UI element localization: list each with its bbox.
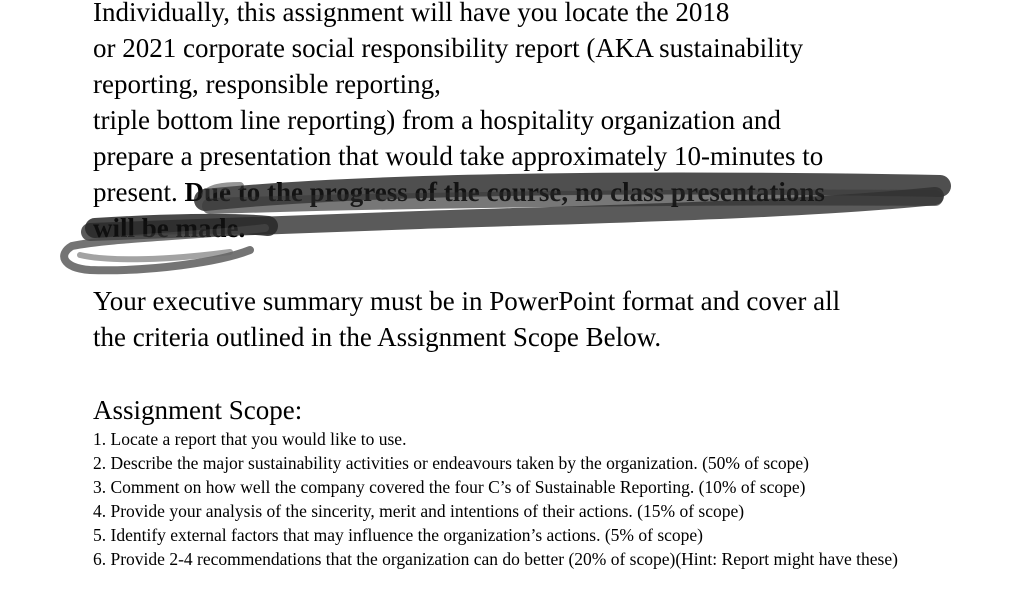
- assignment-intro-paragraph: [93, 0, 825, 246]
- executive-summary-paragraph: [93, 283, 840, 355]
- scope-item: 4. Provide your analysis of the sincerity, merit and intentions of their actions. (15% of scope): [93, 501, 745, 521]
- obscured-sentence-continued: will be made.: [93, 213, 246, 243]
- scope-item: 1. Locate a report that you would like to use.: [93, 429, 407, 449]
- scope-item: 6. Provide 2-4 recommendations that the organization can do better (20% of scope)(Hint: Report might have these): [93, 549, 898, 569]
- scope-list: [93, 427, 973, 571]
- intro-line: present.: [93, 177, 178, 207]
- summary-line: Your executive summary must be in PowerPoint format and cover all: [93, 286, 841, 316]
- scope-item: 2. Describe the major sustainability activities or endeavours taken by the organization. (50% of scope): [93, 453, 809, 473]
- obscured-sentence: Due to the progress of the course, no class presentations: [184, 177, 825, 207]
- summary-line: the criteria outlined in the Assignment Scope Below.: [93, 322, 662, 352]
- scope-item: 5. Identify external factors that may influence the organization’s actions. (5% of scope): [93, 525, 704, 545]
- scope-heading: Assignment Scope:: [93, 395, 303, 425]
- intro-line: prepare a presentation that would take approximately 10-minutes to: [93, 141, 824, 171]
- intro-line: reporting, responsible reporting,: [93, 69, 441, 99]
- intro-line: Individually, this assignment will have you locate the 2018: [93, 0, 730, 27]
- intro-line-with-obscured: [93, 174, 825, 210]
- scope-item: 3. Comment on how well the company covered the four C’s of Sustainable Reporting. (10% of scope): [93, 477, 806, 497]
- intro-line: or 2021 corporate social responsibility report (AKA sustainability: [93, 33, 804, 63]
- intro-line: triple bottom line reporting) from a hospitality organization and: [93, 105, 781, 135]
